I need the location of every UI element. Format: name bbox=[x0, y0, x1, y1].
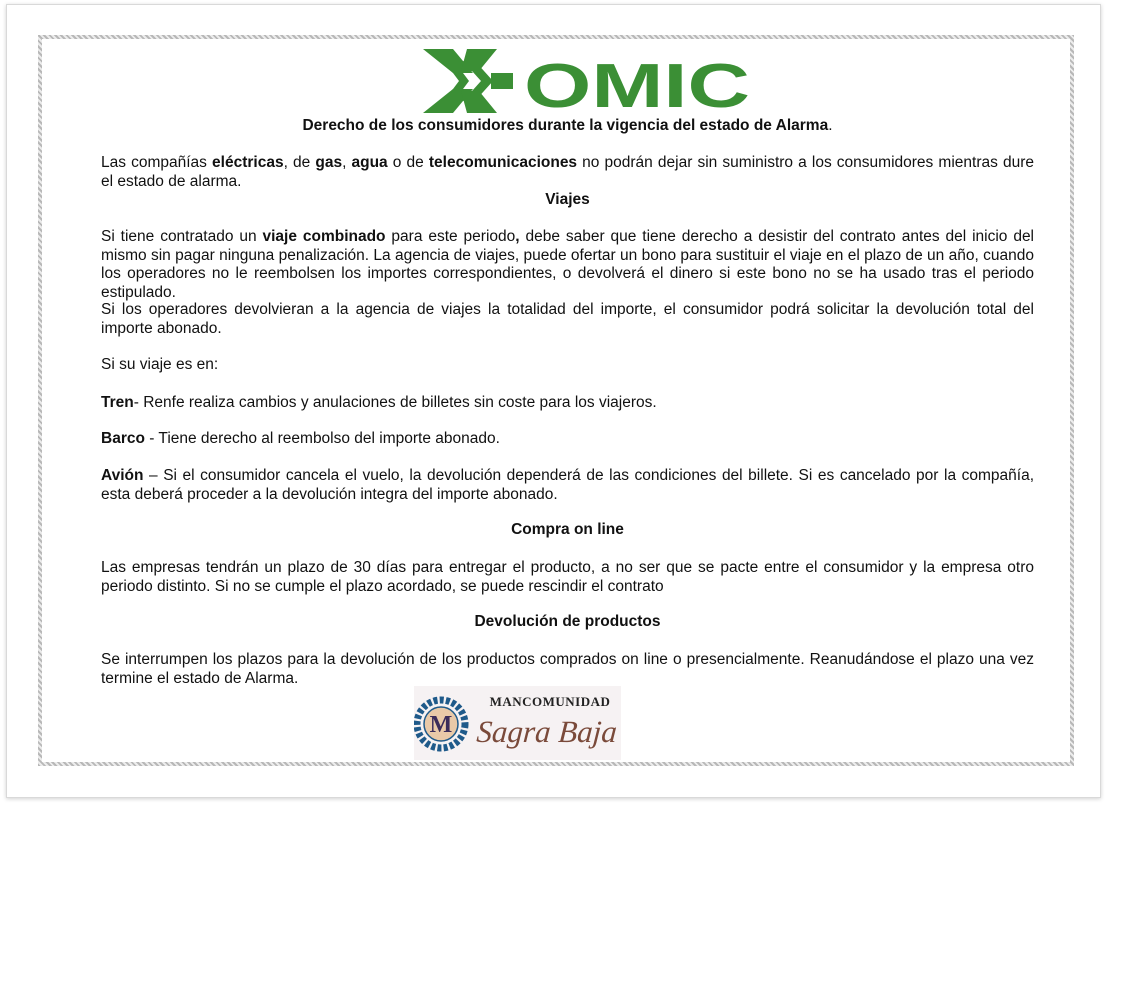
title-period: . bbox=[828, 117, 833, 134]
omic-logo bbox=[417, 47, 757, 115]
paragraph-barco: Barco - Tiene derecho al reembolso del importe abonado. bbox=[101, 430, 500, 447]
paragraph-devolucion: Se interrumpen los plazos para la devolución de los productos comprados on line o presencialmente. Reanudándose el plazo una vez termine el estado de Alarma. bbox=[101, 651, 1034, 687]
heading-viajes: Viajes bbox=[545, 191, 590, 208]
heading-compra-on-line: Compra on line bbox=[511, 521, 624, 538]
document-title bbox=[101, 117, 1034, 136]
paragraph-si-su-viaje: Si su viaje es en: bbox=[101, 356, 219, 373]
title-text: Derecho de los consumidores durante la vigencia del estado de Alarma bbox=[302, 117, 829, 134]
paragraph-suministro: Las compañías eléctricas, de gas, agua o de telecomunicaciones no podrán dejar sin suministro a los consumidores mientras dure el estado de alarma. bbox=[101, 154, 1034, 190]
paragraph-compra: Las empresas tendrán un plazo de 30 días para entregar el producto, a no ser que se pacte entre el consumidor y la empresa otro periodo distinto. Si no se cumple el plazo acordado, se puede rescindir el contrato bbox=[101, 559, 1034, 595]
paragraph-viaje-combinado: Si tiene contratado un viaje combinado para este periodo, debe saber que tiene derecho a desistir del contrato antes del inicio del mismo sin pagar ninguna penalización. La agencia de viajes, puede ofertar un bono para sustituir el viaje en el plazo de un año, cuando los operadores no le reembolsen los importes correspondientes, o devolverá el dinero si este bono no se ha usado tras el periodo estipulado. bbox=[101, 228, 1035, 301]
sagra-emblem-icon bbox=[417, 700, 465, 748]
heading-devolucion: Devolución de productos bbox=[474, 613, 661, 630]
paragraph-tren: Tren- Renfe realiza cambios y anulaciones de billetes sin coste para los viajeros. bbox=[101, 394, 657, 411]
omic-logo-text: OMIC bbox=[524, 52, 750, 115]
sagra-logo-top-text: MANCOMUNIDAD bbox=[489, 694, 611, 709]
mancomunidad-sagra-baja-logo bbox=[414, 686, 621, 760]
sagra-logo-name: Sagra Baja bbox=[475, 714, 619, 749]
paragraph-operadores: Si los operadores devolvieran a la agencia de viajes la totalidad del importe, el consumidor podrá solicitar la devolución total del importe abonado. bbox=[101, 301, 1034, 337]
paragraph-avion: Avión – Si el consumidor cancela el vuelo, la devolución dependerá de las condiciones del billete. Si es cancelado por la compañía, esta deberá proceder a la devolución integra del importe abonado. bbox=[101, 467, 1034, 503]
sagra-emblem-letter: M bbox=[429, 712, 453, 738]
